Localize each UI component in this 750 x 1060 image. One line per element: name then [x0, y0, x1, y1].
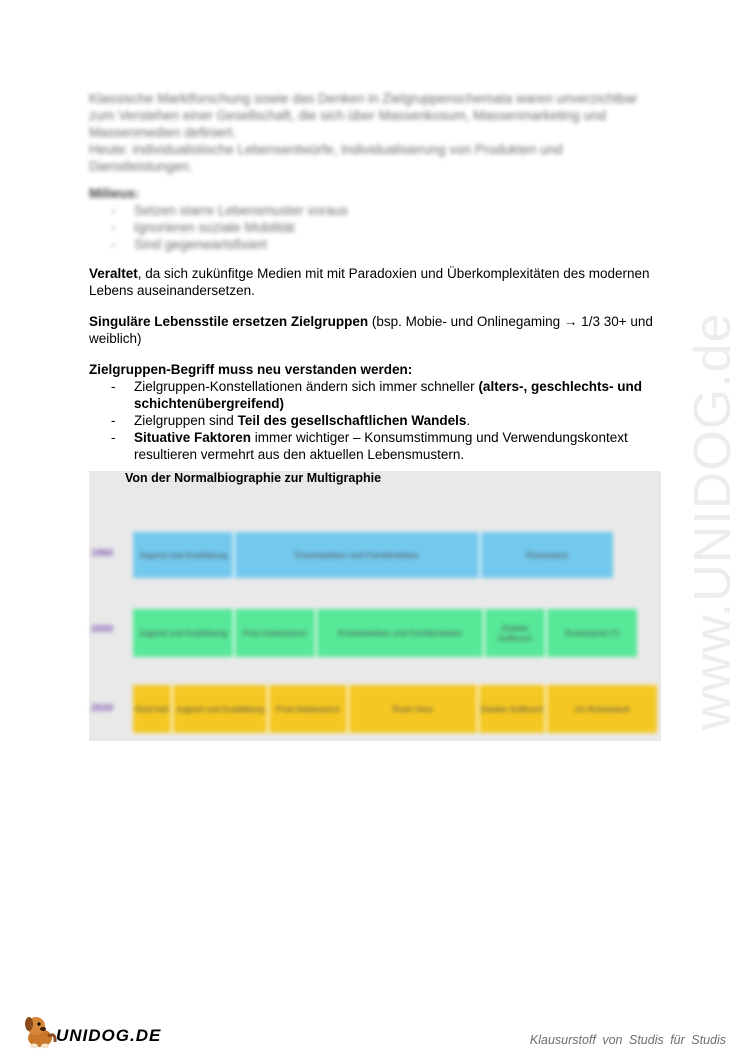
logo-text: UNIDOG.DE [56, 1026, 162, 1045]
singular-paragraph [89, 313, 664, 347]
milieus-heading: Milieus: [89, 186, 140, 201]
item-text: Zielgruppen-Konstellationen ändern sich immer schneller [134, 379, 479, 394]
timeline-cell: Jugend und Ausbildung [173, 685, 269, 733]
item-text: Zielgruppen sind [134, 413, 238, 428]
timeline-row [133, 532, 613, 578]
footer-tagline: Klausurstoff von Studis für Studis [529, 1033, 726, 1047]
zielgruppen-heading: Zielgruppen-Begriff muss neu verstanden werden: [89, 362, 413, 377]
year-label: 2020 [91, 703, 114, 714]
veraltet-text: , da sich zukünfitge Medien mit mit Paradoxien und Überkomplexitäten des modernen Lebens auseinandersetzen. [89, 266, 650, 298]
timeline-cell: Ruhestand (?) [565, 628, 619, 638]
zielgruppen-section [89, 361, 664, 463]
timeline-cell: Rush Hour [349, 685, 479, 733]
list-item [89, 429, 664, 463]
year-label: 2000 [91, 624, 114, 635]
singular-bold: Singuläre Lebensstile ersetzen Zielgruppen [89, 314, 369, 329]
blurred-milieus [89, 185, 664, 253]
singular-text: (bsp. Mobie- und Onlinegaming → 1/3 30+ und weiblich) [89, 314, 653, 346]
year-label: 1960 [91, 548, 114, 559]
blurred-intro [89, 90, 664, 175]
figure-title: Von der Normalbiographie zur Multigraphie [125, 471, 382, 485]
item-text: immer wichtiger – Konsumstimmung und Verwendungskontext resultieren vermehrt aus den aktuellen Lebensmustern. [134, 430, 628, 462]
blurred-intro-line: Klassische Marktforschung sowie das Denken in Zielgruppenschemata waren unverzichtbar zum Verstehen einer Gesellschaft, die sich über Massenkosum, Massenmarketing und Massenmedien definiert. [89, 91, 638, 140]
veraltet-bold: Veraltet [89, 266, 138, 281]
milieus-list [89, 202, 664, 253]
list-item: - Setzen starre Lebensmuster voraus [89, 202, 664, 219]
list-item [89, 412, 664, 429]
timeline-row [133, 685, 657, 733]
list-item [89, 378, 664, 412]
list-item: - Ignorieren soziale Mobilität [89, 219, 664, 236]
item-bold: Teil des gesellschaftlichen Wandels [237, 413, 467, 428]
timeline-row [133, 609, 637, 657]
list-item: - Sind gegenwartsfixiert [89, 236, 664, 253]
timeline-cell: Post-Adoleszenz [269, 685, 349, 733]
item-bold: Situative Faktoren [134, 430, 252, 445]
watermark-text: www.UNIDOG.de [684, 312, 742, 730]
timeline-cell: Erwerbsleben und Familienleben [317, 609, 485, 657]
timeline-cell: Post-Adoleszenz [235, 609, 317, 657]
veraltet-paragraph [89, 265, 664, 299]
item-bold: (alters-, geschlechts- und schichtenübergreifend) [134, 379, 642, 411]
unidog-logo[interactable] [22, 1014, 162, 1050]
timeline-cell: Zweiter Aufbruch [479, 685, 547, 733]
dog-icon [22, 1014, 60, 1050]
timeline-cell: Jugend und Ausbildung [133, 532, 235, 578]
item-end: . [466, 413, 471, 428]
timeline-cell: Erwerbsleben und Familienleben [235, 532, 481, 578]
timeline-cell: Un-Ruhestand [574, 704, 630, 714]
timeline-cell: Kind-heit [133, 685, 173, 733]
biography-figure [89, 471, 661, 741]
timeline-cell: Jugend und Ausbildung [133, 609, 235, 657]
blurred-intro-heute: Heute: individualistische Lebensentwürfe, Individualisierung von Produkten und Dienstleistungen. [89, 142, 563, 174]
zielgruppen-list [89, 378, 664, 463]
timeline-cell: Zweiter Aufbruch [485, 609, 547, 657]
timeline-cell: Ruhestand [526, 550, 568, 560]
